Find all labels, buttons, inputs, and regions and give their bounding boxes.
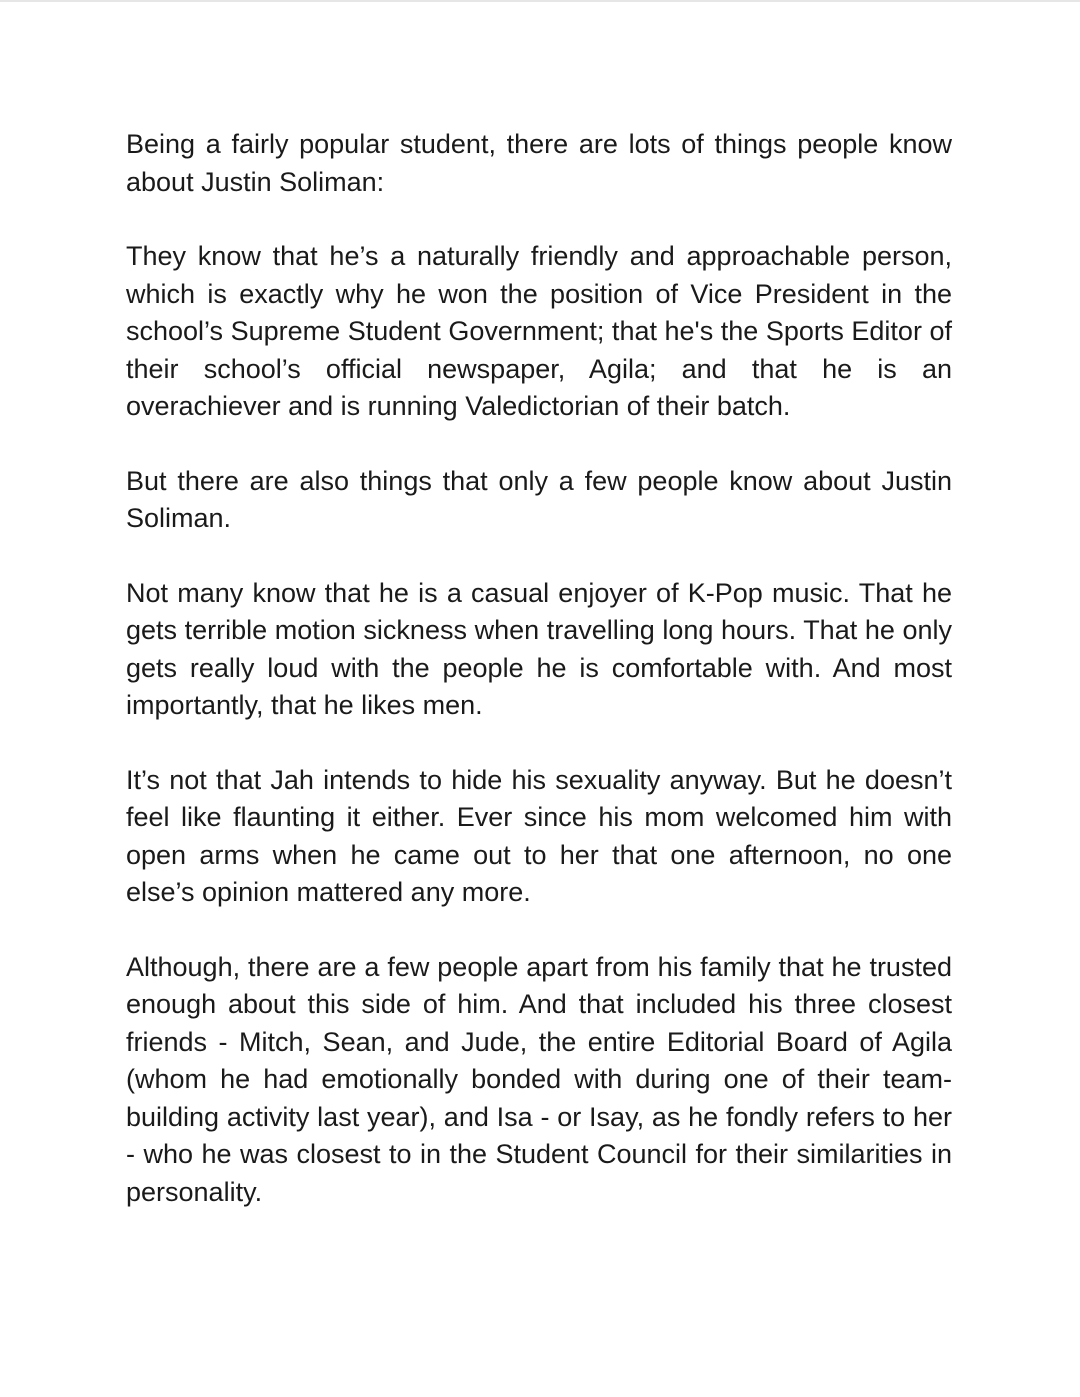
paragraph-4: Not many know that he is a casual enjoyer of K-Pop music. That he gets terrible motion sickness when travelling long hours. That he only gets really loud with the people he is comfortable with. And most importantly, that he likes men. — [126, 577, 952, 720]
paragraph-2: They know that he’s a naturally friendly and approachable person, which is exactly why he won the position of Vice President in the school’s Supreme Student Government; that he's the Sports Editor of their school’s official newspaper, Agila; and that he is an overachiever and is running Valedictorian of their batch. — [126, 241, 952, 421]
paragraph-3: But there are also things that only a few people know about Justin Soliman. — [126, 465, 952, 533]
top-border — [0, 0, 1080, 2]
paragraph-6: Although, there are a few people apart from his family that he trusted enough about this side of him. And that included his three closest friends - Mitch, Sean, and Jude, the entire Editorial Board of Agila (whom he had emotionally bonded with during one of their team-building activity last year), and Isa - or Isay, as he fondly refers to her - who he was closest to in the Student Council for their similarities in personality. — [126, 951, 952, 1207]
document-body — [126, 126, 952, 1211]
paragraph-1: Being a fairly popular student, there are lots of things people know about Justin Soliman: — [126, 129, 952, 197]
paragraph-5: It’s not that Jah intends to hide his sexuality anyway. But he doesn’t feel like flaunting it either. Ever since his mom welcomed him with open arms when he came out to her that one afternoon, no one else’s opinion mattered any more. — [126, 764, 952, 907]
